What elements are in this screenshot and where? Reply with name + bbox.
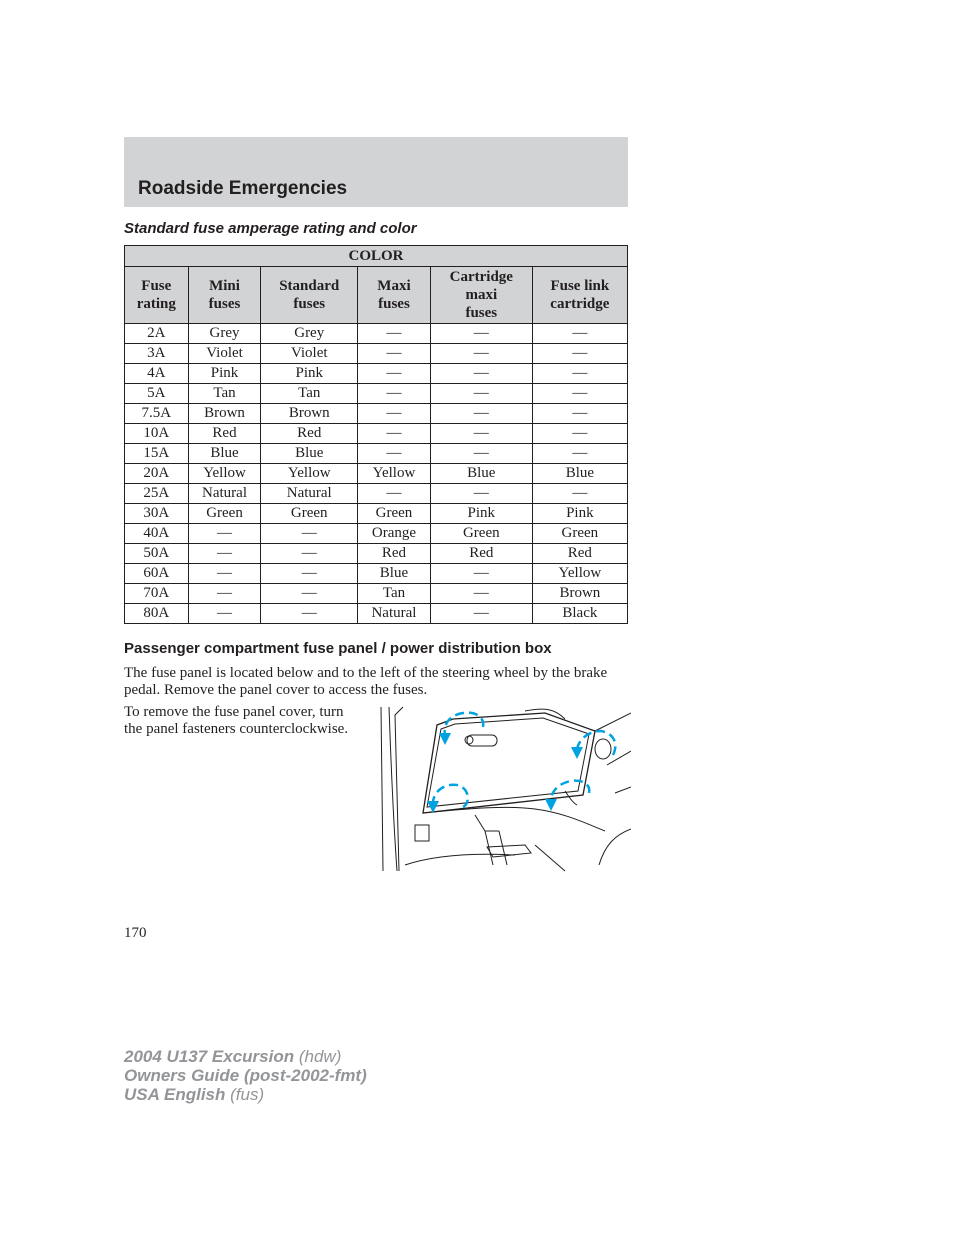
column-header-line: Fuse — [141, 278, 172, 294]
fuse-rating-cell: 30A — [125, 504, 189, 524]
footer-language-code: (fus) — [230, 1085, 265, 1104]
fuse-color-cell: Blue — [261, 444, 358, 464]
column-header-line: fuses — [293, 296, 326, 312]
fuse-color-cell: Blue — [188, 444, 261, 464]
fuse-color-cell: — — [358, 484, 431, 504]
fuse-color-cell: — — [358, 444, 431, 464]
fuse-color-cell: Blue — [532, 464, 627, 484]
table-heading: Standard fuse amperage rating and color — [124, 220, 417, 237]
fuse-color-cell: — — [188, 544, 261, 564]
fuse-color-cell: — — [430, 484, 532, 504]
table-row — [125, 524, 628, 544]
column-header-line: fuses — [378, 296, 410, 312]
fuse-color-cell: — — [188, 604, 261, 624]
table-row — [125, 344, 628, 364]
fuse-color-cell: — — [430, 384, 532, 404]
fuse-color-cell: — — [532, 344, 627, 364]
fuse-color-cell: Natural — [261, 484, 358, 504]
table-row — [125, 504, 628, 524]
fuse-color-cell: Tan — [358, 584, 431, 604]
column-header-line: Mini — [209, 278, 240, 294]
fuse-color-cell: Green — [430, 524, 532, 544]
fuse-color-cell: — — [430, 364, 532, 384]
table-row — [125, 424, 628, 444]
column-header-line: fuses — [465, 305, 498, 321]
fuse-color-cell: Natural — [188, 484, 261, 504]
fuse-color-cell: Red — [188, 424, 261, 444]
fuse-color-cell: Pink — [188, 364, 261, 384]
fuse-color-cell: — — [532, 404, 627, 424]
column-header — [261, 267, 358, 324]
fuse-color-cell: Natural — [358, 604, 431, 624]
footer-line-1 — [124, 1047, 367, 1066]
fuse-color-cell: Yellow — [532, 564, 627, 584]
fuse-color-cell: Brown — [261, 404, 358, 424]
column-header — [358, 267, 431, 324]
fuse-color-table — [124, 245, 628, 624]
column-header — [188, 267, 261, 324]
fuse-panel-cover-illustration — [375, 705, 631, 873]
fuse-rating-cell: 5A — [125, 384, 189, 404]
fuse-color-cell: Green — [532, 524, 627, 544]
fuse-color-cell: — — [358, 364, 431, 384]
column-header-line: Fuse link — [550, 278, 610, 294]
footer-guide: Owners Guide (post-2002-fmt) — [124, 1066, 367, 1085]
fuse-color-cell: Blue — [358, 564, 431, 584]
fuse-color-cell: — — [430, 564, 532, 584]
fuse-color-cell: — — [532, 424, 627, 444]
table-row — [125, 464, 628, 484]
fuse-rating-cell: 2A — [125, 324, 189, 344]
fuse-color-cell: Yellow — [358, 464, 431, 484]
fuse-color-cell: Tan — [188, 384, 261, 404]
fuse-rating-cell: 3A — [125, 344, 189, 364]
table-group-header: COLOR — [125, 246, 628, 267]
fuse-color-cell: Grey — [188, 324, 261, 344]
fuse-color-cell: Pink — [532, 504, 627, 524]
fuse-color-cell: Black — [532, 604, 627, 624]
fuse-color-cell: — — [358, 384, 431, 404]
table-row — [125, 484, 628, 504]
fuse-color-cell: — — [358, 424, 431, 444]
fuse-color-cell: — — [430, 404, 532, 424]
column-header-line: Standard — [279, 278, 340, 294]
fuse-rating-cell: 25A — [125, 484, 189, 504]
fuse-color-cell: — — [430, 444, 532, 464]
fuse-rating-cell: 40A — [125, 524, 189, 544]
table-body — [125, 324, 628, 624]
footer-line-3 — [124, 1085, 367, 1104]
fuse-color-cell: Red — [261, 424, 358, 444]
fuse-color-cell: — — [188, 584, 261, 604]
fuse-color-cell: Green — [188, 504, 261, 524]
table-row — [125, 604, 628, 624]
cover-removal-paragraph: To remove the fuse panel cover, turn the panel fasteners counterclockwise. — [124, 704, 349, 737]
fuse-color-cell: Green — [358, 504, 431, 524]
fuse-rating-cell: 20A — [125, 464, 189, 484]
table-row — [125, 364, 628, 384]
column-header — [532, 267, 627, 324]
table-row — [125, 444, 628, 464]
fuse-rating-cell: 10A — [125, 424, 189, 444]
column-header — [125, 267, 189, 324]
fuse-color-cell: Violet — [261, 344, 358, 364]
column-header-line: rating — [136, 296, 176, 312]
fuse-color-cell: Green — [261, 504, 358, 524]
column-header-line: Cartridge — [449, 269, 513, 285]
fuse-color-cell: Blue — [430, 464, 532, 484]
fuse-color-cell: — — [430, 604, 532, 624]
fuse-color-cell: — — [532, 324, 627, 344]
fuse-color-cell: Orange — [358, 524, 431, 544]
fuse-color-cell: Brown — [188, 404, 261, 424]
column-header-line: cartridge — [550, 296, 610, 312]
column-header — [430, 267, 532, 324]
fuse-color-cell: Brown — [532, 584, 627, 604]
fuse-color-cell: — — [261, 604, 358, 624]
fuse-color-cell: — — [532, 364, 627, 384]
fuse-color-cell: — — [188, 524, 261, 544]
fuse-color-cell: — — [261, 544, 358, 564]
fuse-color-cell: Red — [532, 544, 627, 564]
fuse-rating-cell: 4A — [125, 364, 189, 384]
fuse-color-cell: — — [261, 524, 358, 544]
fuse-color-cell: Yellow — [188, 464, 261, 484]
footer-line-2 — [124, 1066, 367, 1085]
fuse-color-cell: Yellow — [261, 464, 358, 484]
fuse-color-cell: Red — [430, 544, 532, 564]
fuse-color-cell: Red — [358, 544, 431, 564]
table-row — [125, 404, 628, 424]
fuse-rating-cell: 80A — [125, 604, 189, 624]
footer-model: 2004 U137 Excursion — [124, 1047, 295, 1066]
fuse-color-cell: — — [430, 584, 532, 604]
fuse-rating-cell: 60A — [125, 564, 189, 584]
column-header-line: maxi — [465, 287, 498, 303]
table-row — [125, 544, 628, 564]
fuse-color-cell: — — [532, 384, 627, 404]
document-footer — [124, 1047, 367, 1104]
fuse-color-cell: Violet — [188, 344, 261, 364]
fuse-color-cell: Pink — [430, 504, 532, 524]
fuse-color-cell: — — [358, 344, 431, 364]
fuse-rating-cell: 70A — [125, 584, 189, 604]
fuse-rating-cell: 7.5A — [125, 404, 189, 424]
fuse-color-cell: — — [430, 424, 532, 444]
footer-language: USA English — [124, 1085, 226, 1104]
fuse-color-cell: — — [358, 404, 431, 424]
fuse-color-cell: — — [430, 344, 532, 364]
fuse-rating-cell: 50A — [125, 544, 189, 564]
page-number: 170 — [124, 925, 147, 941]
panel-section-heading: Passenger compartment fuse panel / power distribution box — [124, 640, 552, 657]
fuse-color-cell: — — [430, 324, 532, 344]
table-row — [125, 564, 628, 584]
fuse-rating-cell: 15A — [125, 444, 189, 464]
fuse-color-cell: — — [532, 444, 627, 464]
fuse-color-cell: — — [261, 584, 358, 604]
panel-location-paragraph: The fuse panel is located below and to the left of the steering wheel by the brake pedal. Remove the panel cover to access the fuses. — [124, 665, 608, 698]
fuse-color-cell: — — [188, 564, 261, 584]
fuse-color-cell: — — [358, 324, 431, 344]
table-row — [125, 384, 628, 404]
table-column-headers — [125, 267, 628, 324]
fuse-color-cell: Tan — [261, 384, 358, 404]
fuse-color-cell: — — [261, 564, 358, 584]
fuse-color-cell: Pink — [261, 364, 358, 384]
fuse-color-cell: — — [532, 484, 627, 504]
table-row — [125, 584, 628, 604]
column-header-line: fuses — [208, 296, 241, 312]
table-row — [125, 324, 628, 344]
column-header-line: Maxi — [377, 278, 411, 294]
section-title: Roadside Emergencies — [138, 178, 348, 199]
fuse-color-cell: Grey — [261, 324, 358, 344]
footer-model-code: (hdw) — [298, 1047, 342, 1066]
